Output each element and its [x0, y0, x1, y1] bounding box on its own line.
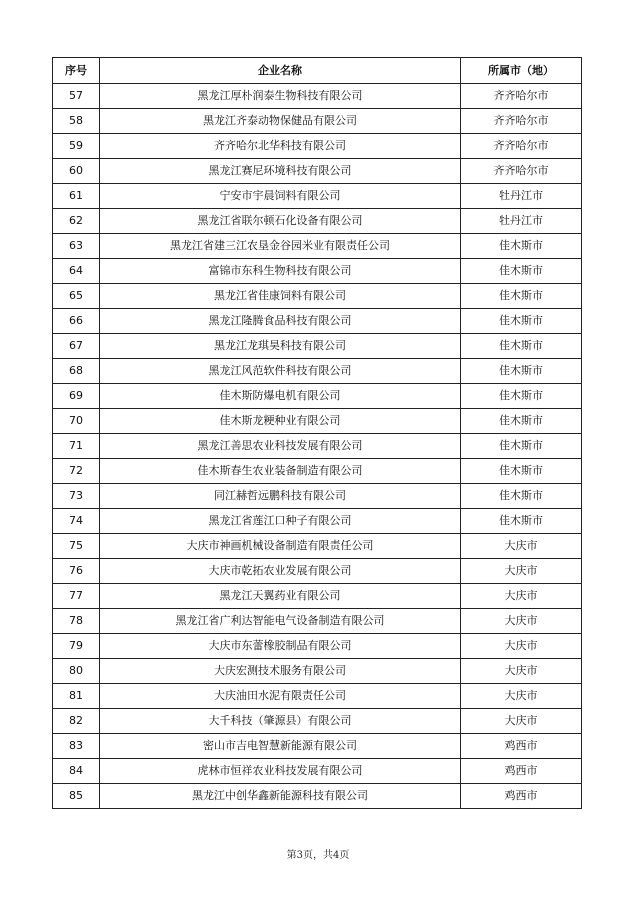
company-name-cell: 黑龙江隆腾食品科技有限公司 — [100, 309, 461, 334]
city-cell: 大庆市 — [461, 584, 582, 609]
serial-number-cell: 74 — [53, 509, 100, 534]
company-name-cell: 大庆市神画机械设备制造有限责任公司 — [100, 534, 461, 559]
city-cell: 大庆市 — [461, 609, 582, 634]
company-name-cell: 黑龙江善思农业科技发展有限公司 — [100, 434, 461, 459]
city-cell: 佳木斯市 — [461, 309, 582, 334]
table-row — [53, 709, 582, 734]
company-name-cell: 黑龙江天翼药业有限公司 — [100, 584, 461, 609]
table-row — [53, 259, 582, 284]
table-body — [53, 84, 582, 809]
company-name-cell: 黑龙江省联尔顿石化设备有限公司 — [100, 209, 461, 234]
city-cell: 齐齐哈尔市 — [461, 134, 582, 159]
city-cell: 鸡西市 — [461, 734, 582, 759]
company-name-cell: 黑龙江齐泰动物保健品有限公司 — [100, 109, 461, 134]
enterprise-table — [52, 57, 582, 809]
company-name-cell: 密山市吉电智慧新能源有限公司 — [100, 734, 461, 759]
serial-number-cell: 75 — [53, 534, 100, 559]
serial-number-cell: 84 — [53, 759, 100, 784]
company-name-cell: 黑龙江省广利达智能电气设备制造有限公司 — [100, 609, 461, 634]
table-row — [53, 84, 582, 109]
company-name-cell: 黑龙江省佳康饲料有限公司 — [100, 284, 461, 309]
serial-number-cell: 63 — [53, 234, 100, 259]
city-cell: 鸡西市 — [461, 784, 582, 809]
city-cell: 佳木斯市 — [461, 359, 582, 384]
table-row — [53, 734, 582, 759]
table-row — [53, 234, 582, 259]
city-cell: 牡丹江市 — [461, 209, 582, 234]
serial-number-cell: 72 — [53, 459, 100, 484]
company-name-cell: 大庆油田水泥有限责任公司 — [100, 684, 461, 709]
table-row — [53, 484, 582, 509]
table-row — [53, 559, 582, 584]
city-cell: 佳木斯市 — [461, 234, 582, 259]
page-footer: 第3页，共4页 — [286, 850, 350, 861]
company-name-cell: 佳木斯龙粳种业有限公司 — [100, 409, 461, 434]
company-name-cell: 宁安市宇晨饲料有限公司 — [100, 184, 461, 209]
table-row — [53, 459, 582, 484]
city-cell: 佳木斯市 — [461, 384, 582, 409]
company-name-cell: 黑龙江赛尼环境科技有限公司 — [100, 159, 461, 184]
city-cell: 佳木斯市 — [461, 259, 582, 284]
company-name-cell: 齐齐哈尔北华科技有限公司 — [100, 134, 461, 159]
serial-number-cell: 61 — [53, 184, 100, 209]
city-cell: 大庆市 — [461, 534, 582, 559]
table-row — [53, 509, 582, 534]
serial-number-cell: 80 — [53, 659, 100, 684]
city-cell: 佳木斯市 — [461, 409, 582, 434]
table-row — [53, 184, 582, 209]
serial-number-cell: 59 — [53, 134, 100, 159]
company-name-cell: 大庆宏测技术服务有限公司 — [100, 659, 461, 684]
serial-number-cell: 82 — [53, 709, 100, 734]
serial-number-cell: 62 — [53, 209, 100, 234]
company-name-cell: 黑龙江风范软件科技有限公司 — [100, 359, 461, 384]
company-name-cell: 大千科技（肇源县）有限公司 — [100, 709, 461, 734]
company-name-cell: 大庆市乾拓农业发展有限公司 — [100, 559, 461, 584]
city-cell: 大庆市 — [461, 559, 582, 584]
table-row — [53, 109, 582, 134]
table-row — [53, 334, 582, 359]
table-row — [53, 434, 582, 459]
city-cell: 齐齐哈尔市 — [461, 159, 582, 184]
city-cell: 佳木斯市 — [461, 459, 582, 484]
city-cell: 大庆市 — [461, 684, 582, 709]
table-row — [53, 359, 582, 384]
serial-number-cell: 70 — [53, 409, 100, 434]
company-name-cell: 佳木斯春生农业装备制造有限公司 — [100, 459, 461, 484]
header-city: 所属市（地） — [461, 58, 582, 84]
serial-number-cell: 78 — [53, 609, 100, 634]
table-row — [53, 309, 582, 334]
city-cell: 佳木斯市 — [461, 484, 582, 509]
table-row — [53, 759, 582, 784]
serial-number-cell: 85 — [53, 784, 100, 809]
table-row — [53, 284, 582, 309]
city-cell: 佳木斯市 — [461, 434, 582, 459]
table-row — [53, 159, 582, 184]
serial-number-cell: 76 — [53, 559, 100, 584]
table-row — [53, 634, 582, 659]
serial-number-cell: 57 — [53, 84, 100, 109]
table-row — [53, 384, 582, 409]
company-name-cell: 黑龙江省建三江农垦金谷园米业有限责任公司 — [100, 234, 461, 259]
table-row — [53, 659, 582, 684]
serial-number-cell: 67 — [53, 334, 100, 359]
city-cell: 齐齐哈尔市 — [461, 109, 582, 134]
company-name-cell: 同江赫哲远鹏科技有限公司 — [100, 484, 461, 509]
company-name-cell: 黑龙江龙琪昊科技有限公司 — [100, 334, 461, 359]
serial-number-cell: 68 — [53, 359, 100, 384]
company-name-cell: 虎林市恒祥农业科技发展有限公司 — [100, 759, 461, 784]
table-row — [53, 609, 582, 634]
serial-number-cell: 71 — [53, 434, 100, 459]
city-cell: 佳木斯市 — [461, 284, 582, 309]
serial-number-cell: 60 — [53, 159, 100, 184]
city-cell: 佳木斯市 — [461, 509, 582, 534]
company-name-cell: 黑龙江厚朴润泰生物科技有限公司 — [100, 84, 461, 109]
city-cell: 大庆市 — [461, 709, 582, 734]
table-header-row — [53, 58, 582, 84]
company-name-cell: 大庆市东蕾橡胶制品有限公司 — [100, 634, 461, 659]
city-cell: 大庆市 — [461, 659, 582, 684]
header-company-name: 企业名称 — [100, 58, 461, 84]
serial-number-cell: 58 — [53, 109, 100, 134]
company-name-cell: 佳木斯防爆电机有限公司 — [100, 384, 461, 409]
table-row — [53, 409, 582, 434]
serial-number-cell: 81 — [53, 684, 100, 709]
city-cell: 牡丹江市 — [461, 184, 582, 209]
header-serial-number: 序号 — [53, 58, 100, 84]
city-cell: 大庆市 — [461, 634, 582, 659]
table-row — [53, 134, 582, 159]
table-row — [53, 784, 582, 809]
serial-number-cell: 66 — [53, 309, 100, 334]
serial-number-cell: 77 — [53, 584, 100, 609]
company-name-cell: 富锦市东科生物科技有限公司 — [100, 259, 461, 284]
serial-number-cell: 79 — [53, 634, 100, 659]
table-row — [53, 584, 582, 609]
table-row — [53, 684, 582, 709]
serial-number-cell: 69 — [53, 384, 100, 409]
city-cell: 齐齐哈尔市 — [461, 84, 582, 109]
table-row — [53, 209, 582, 234]
serial-number-cell: 83 — [53, 734, 100, 759]
serial-number-cell: 64 — [53, 259, 100, 284]
serial-number-cell: 73 — [53, 484, 100, 509]
serial-number-cell: 65 — [53, 284, 100, 309]
company-name-cell: 黑龙江中创华鑫新能源科技有限公司 — [100, 784, 461, 809]
city-cell: 鸡西市 — [461, 759, 582, 784]
company-name-cell: 黑龙江省莲江口种子有限公司 — [100, 509, 461, 534]
city-cell: 佳木斯市 — [461, 334, 582, 359]
table-row — [53, 534, 582, 559]
